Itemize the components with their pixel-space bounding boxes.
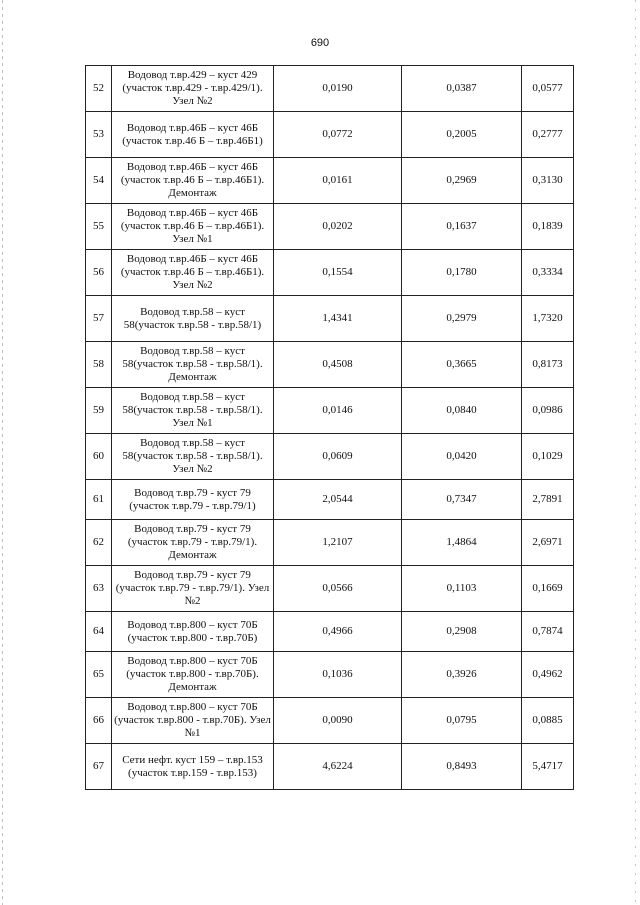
value-2: 0,2979 — [402, 296, 522, 342]
value-total: 1,7320 — [522, 296, 574, 342]
table-row — [86, 204, 574, 250]
object-name: Водовод т.вр.58 – куст 58(участок т.вр.58 - т.вр.58/1) — [112, 296, 274, 342]
object-name: Водовод т.вр.79 - куст 79 (участок т.вр.79 - т.вр.79/1). Узел №2 — [112, 566, 274, 612]
table-row — [86, 652, 574, 698]
scan-edge-left — [2, 0, 3, 905]
value-total: 0,1669 — [522, 566, 574, 612]
object-name: Водовод т.вр.800 – куст 70Б (участок т.вр.800 - т.вр.70Б). Узел №1 — [112, 698, 274, 744]
table-row — [86, 296, 574, 342]
value-2: 0,7347 — [402, 480, 522, 520]
scan-edge-right — [635, 0, 636, 905]
value-2: 0,0795 — [402, 698, 522, 744]
object-name: Водовод т.вр.58 – куст 58(участок т.вр.58 - т.вр.58/1). Узел №1 — [112, 388, 274, 434]
row-number: 55 — [86, 204, 112, 250]
table-row — [86, 66, 574, 112]
value-1: 0,0609 — [274, 434, 402, 480]
value-total: 0,0577 — [522, 66, 574, 112]
table-row — [86, 520, 574, 566]
data-table — [85, 65, 574, 790]
value-2: 0,2908 — [402, 612, 522, 652]
table-row — [86, 480, 574, 520]
value-1: 0,1036 — [274, 652, 402, 698]
object-name: Водовод т.вр.800 – куст 70Б (участок т.вр.800 - т.вр.70Б) — [112, 612, 274, 652]
table-row — [86, 158, 574, 204]
value-total: 0,3334 — [522, 250, 574, 296]
value-1: 1,4341 — [274, 296, 402, 342]
value-total: 0,8173 — [522, 342, 574, 388]
value-1: 0,0090 — [274, 698, 402, 744]
value-total: 0,1839 — [522, 204, 574, 250]
object-name: Водовод т.вр.58 – куст 58(участок т.вр.58 - т.вр.58/1). Демонтаж — [112, 342, 274, 388]
page-number: 690 — [310, 37, 330, 49]
value-2: 0,2005 — [402, 112, 522, 158]
value-1: 0,0161 — [274, 158, 402, 204]
object-name: Водовод т.вр.46Б – куст 46Б (участок т.вр.46 Б – т.вр.46Б1). Демонтаж — [112, 158, 274, 204]
value-2: 0,1780 — [402, 250, 522, 296]
object-name: Водовод т.вр.46Б – куст 46Б (участок т.вр.46 Б – т.вр.46Б1). Узел №1 — [112, 204, 274, 250]
object-name: Водовод т.вр.46Б – куст 46Б (участок т.вр.46 Б – т.вр.46Б1). Узел №2 — [112, 250, 274, 296]
row-number: 61 — [86, 480, 112, 520]
row-number: 66 — [86, 698, 112, 744]
value-1: 1,2107 — [274, 520, 402, 566]
value-total: 0,3130 — [522, 158, 574, 204]
value-2: 0,1103 — [402, 566, 522, 612]
row-number: 52 — [86, 66, 112, 112]
value-2: 0,2969 — [402, 158, 522, 204]
table-row — [86, 112, 574, 158]
value-total: 0,1029 — [522, 434, 574, 480]
value-2: 0,1637 — [402, 204, 522, 250]
value-total: 0,0885 — [522, 698, 574, 744]
value-total: 5,4717 — [522, 744, 574, 790]
row-number: 63 — [86, 566, 112, 612]
table-row — [86, 744, 574, 790]
value-1: 0,0772 — [274, 112, 402, 158]
value-1: 0,0146 — [274, 388, 402, 434]
row-number: 60 — [86, 434, 112, 480]
value-1: 0,4966 — [274, 612, 402, 652]
row-number: 59 — [86, 388, 112, 434]
table-row — [86, 698, 574, 744]
object-name: Водовод т.вр.79 - куст 79 (участок т.вр.79 - т.вр.79/1) — [112, 480, 274, 520]
table-row — [86, 250, 574, 296]
object-name: Водовод т.вр.800 – куст 70Б (участок т.вр.800 - т.вр.70Б). Демонтаж — [112, 652, 274, 698]
value-2: 0,0420 — [402, 434, 522, 480]
row-number: 58 — [86, 342, 112, 388]
object-name: Сети нефт. куст 159 – т.вр.153 (участок т.вр.159 - т.вр.153) — [112, 744, 274, 790]
value-1: 0,1554 — [274, 250, 402, 296]
object-name: Водовод т.вр.58 – куст 58(участок т.вр.58 - т.вр.58/1). Узел №2 — [112, 434, 274, 480]
value-2: 1,4864 — [402, 520, 522, 566]
table-row — [86, 388, 574, 434]
row-number: 62 — [86, 520, 112, 566]
table-row — [86, 612, 574, 652]
value-2: 0,3665 — [402, 342, 522, 388]
value-total: 0,4962 — [522, 652, 574, 698]
object-name: Водовод т.вр.429 – куст 429 (участок т.вр.429 - т.вр.429/1). Узел №2 — [112, 66, 274, 112]
value-1: 2,0544 — [274, 480, 402, 520]
row-number: 56 — [86, 250, 112, 296]
table-row — [86, 342, 574, 388]
row-number: 67 — [86, 744, 112, 790]
value-total: 0,2777 — [522, 112, 574, 158]
row-number: 64 — [86, 612, 112, 652]
row-number: 57 — [86, 296, 112, 342]
value-1: 4,6224 — [274, 744, 402, 790]
value-1: 0,0566 — [274, 566, 402, 612]
value-total: 0,7874 — [522, 612, 574, 652]
value-total: 0,0986 — [522, 388, 574, 434]
row-number: 53 — [86, 112, 112, 158]
value-1: 0,0202 — [274, 204, 402, 250]
row-number: 65 — [86, 652, 112, 698]
value-total: 2,7891 — [522, 480, 574, 520]
value-2: 0,3926 — [402, 652, 522, 698]
row-number: 54 — [86, 158, 112, 204]
object-name: Водовод т.вр.46Б – куст 46Б (участок т.вр.46 Б – т.вр.46Б1) — [112, 112, 274, 158]
value-total: 2,6971 — [522, 520, 574, 566]
table-row — [86, 566, 574, 612]
object-name: Водовод т.вр.79 - куст 79 (участок т.вр.79 - т.вр.79/1). Демонтаж — [112, 520, 274, 566]
value-1: 0,0190 — [274, 66, 402, 112]
table-row — [86, 434, 574, 480]
value-2: 0,0387 — [402, 66, 522, 112]
value-2: 0,8493 — [402, 744, 522, 790]
value-2: 0,0840 — [402, 388, 522, 434]
value-1: 0,4508 — [274, 342, 402, 388]
